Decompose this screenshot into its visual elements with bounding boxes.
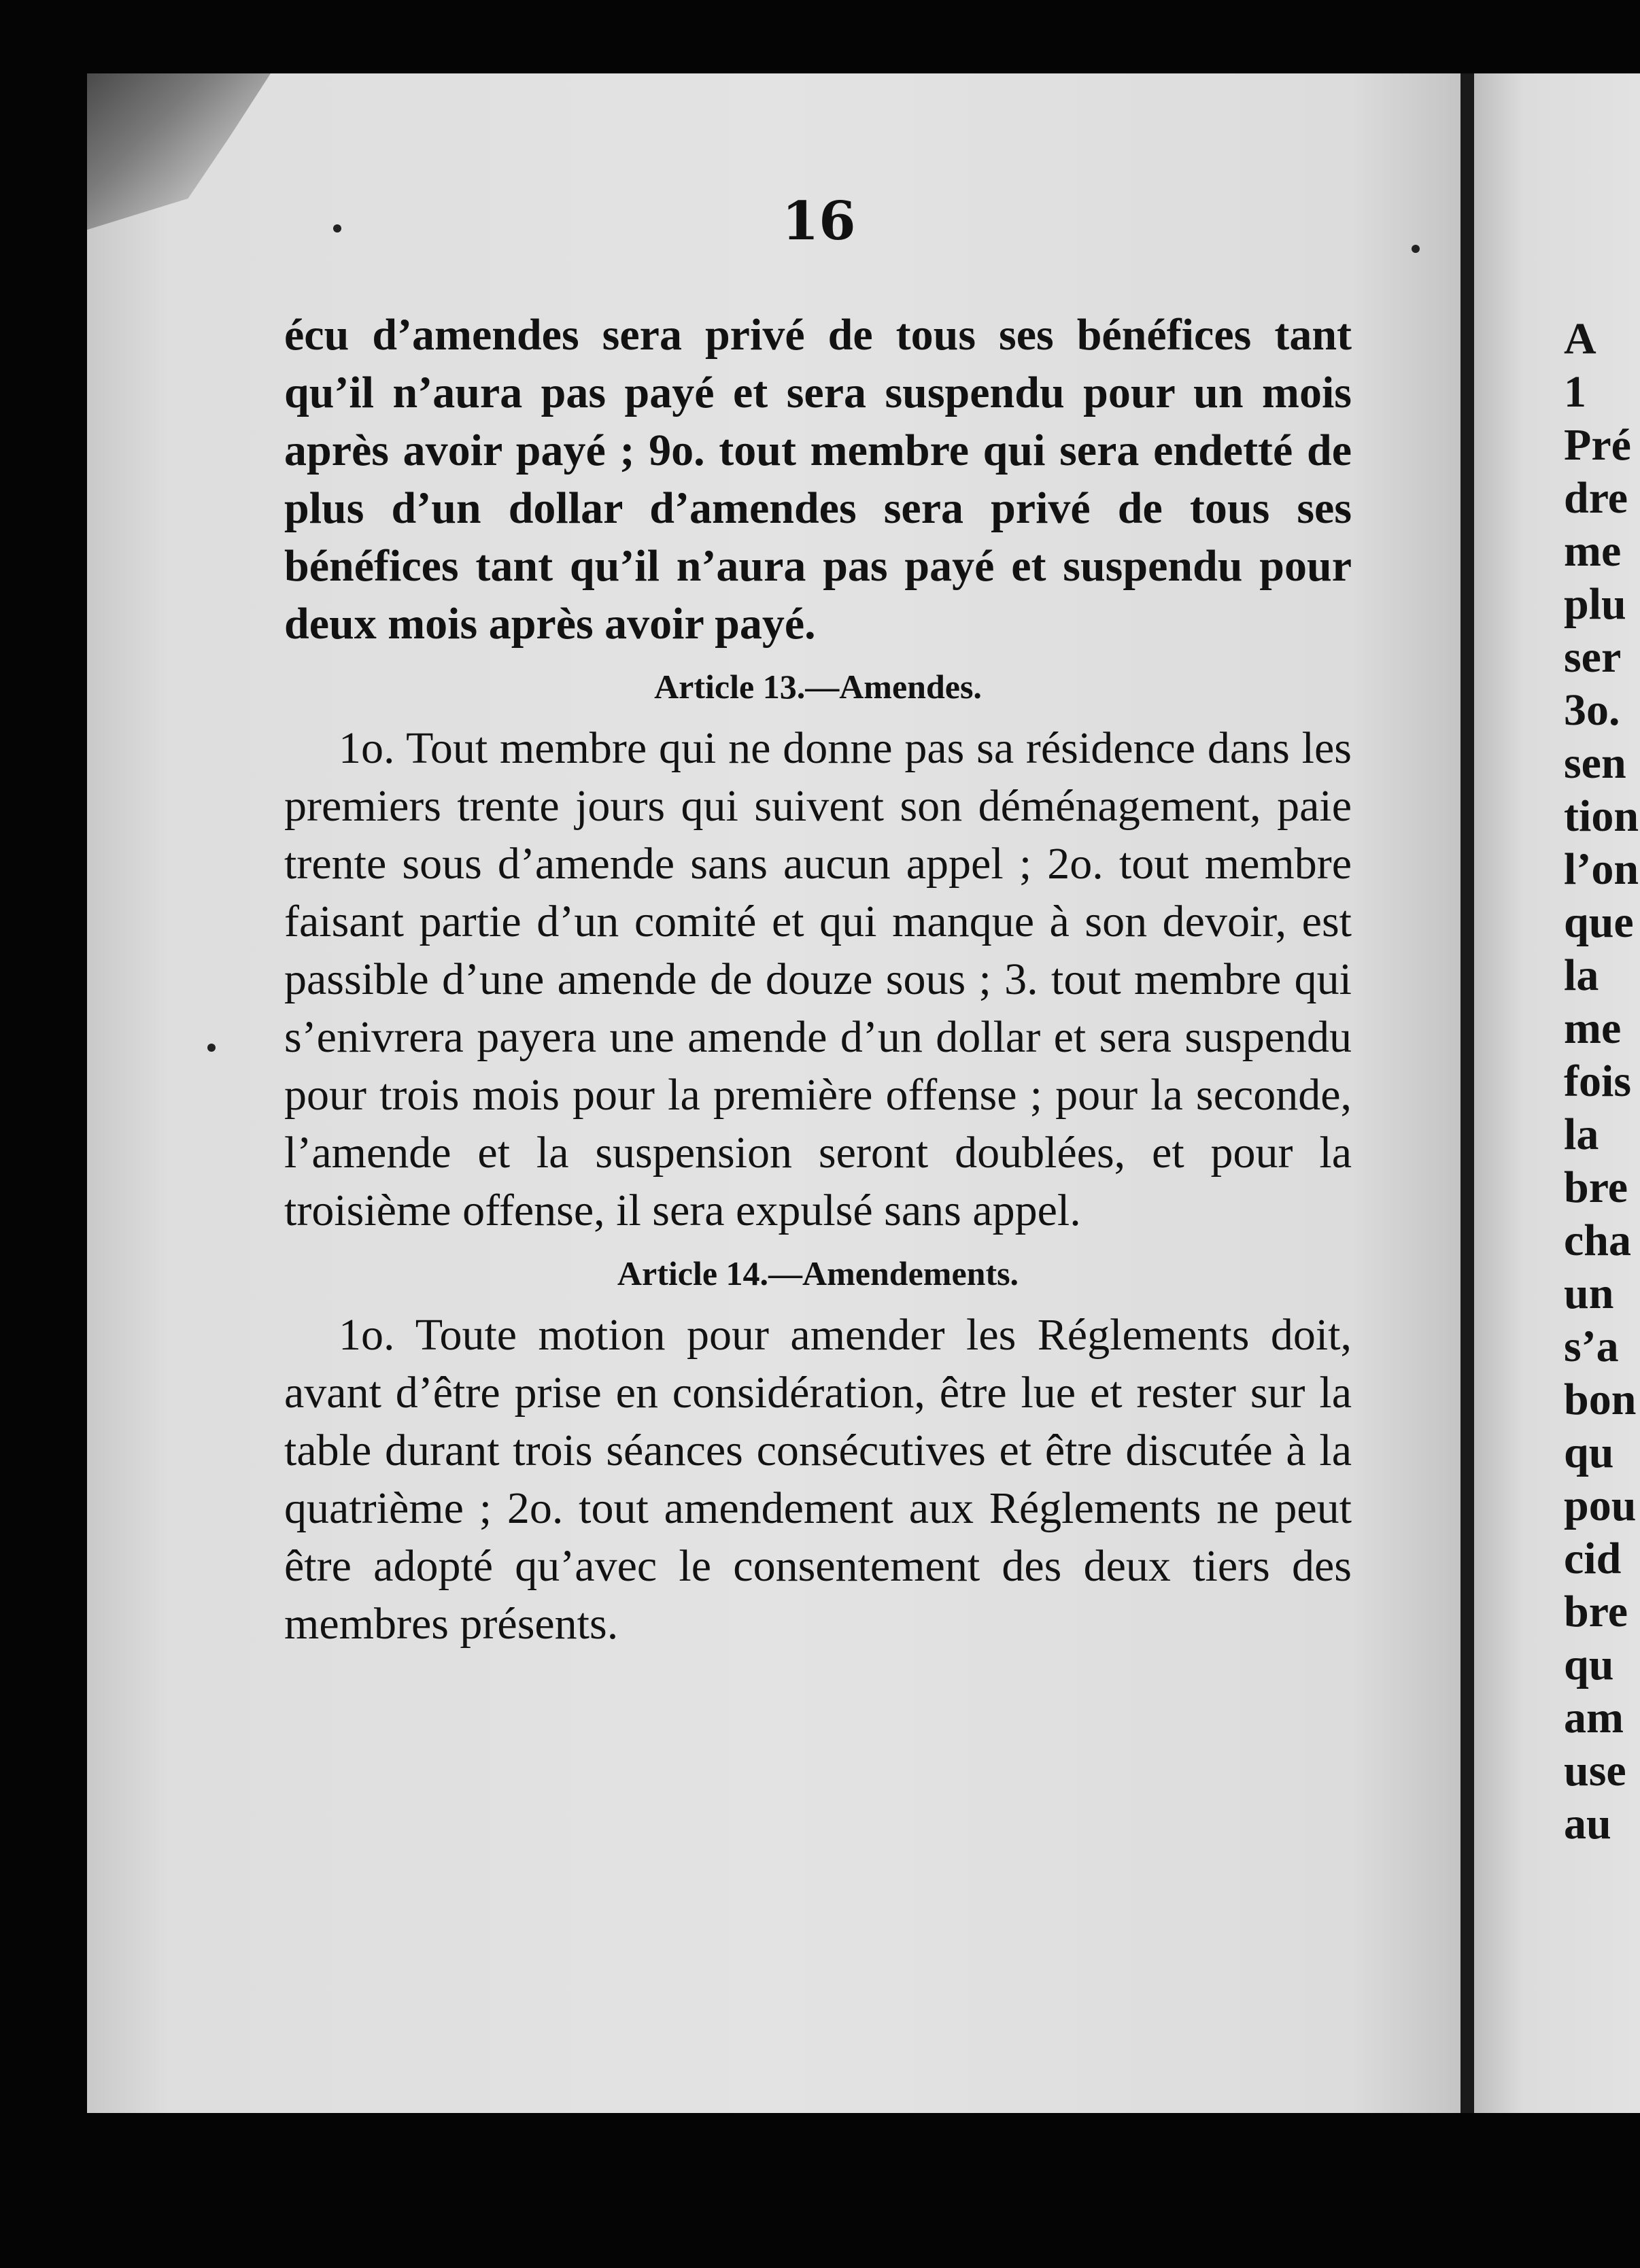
right-page-fragment: qu	[1564, 1428, 1614, 1477]
right-page-fragment: un	[1564, 1269, 1614, 1318]
right-page-text-fragments	[1564, 313, 1639, 1851]
right-page-fragment: plu	[1564, 579, 1626, 629]
page-number: 16	[782, 190, 856, 252]
right-page-fragment: pou	[1564, 1481, 1637, 1530]
right-page-fragment: cha	[1564, 1216, 1631, 1265]
right-page-fragment: s’a	[1564, 1322, 1619, 1371]
right-page-fragment: qu	[1564, 1640, 1614, 1689]
scan-speck	[333, 224, 341, 233]
article-14-heading: Article 14.—Amendements.	[617, 1254, 1019, 1292]
page-text-block	[284, 306, 1352, 1653]
right-page-fragment: 3o.	[1564, 685, 1620, 735]
right-page-fragment: Pré	[1564, 420, 1631, 470]
right-page-fragment: fois	[1564, 1056, 1631, 1106]
right-page-fragment: au	[1564, 1799, 1611, 1849]
right-page-fragment: ser	[1564, 632, 1622, 682]
right-page-fragment: me	[1564, 1003, 1622, 1053]
right-page-fragment: cid	[1564, 1534, 1622, 1583]
right-page-fragment: que	[1564, 897, 1634, 947]
right-page-fragment: bre	[1564, 1587, 1628, 1636]
right-page-fragment: A	[1564, 314, 1596, 364]
book-gutter	[1460, 73, 1474, 2113]
continuation-paragraph: écu d’amendes sera privé de tous ses bénéfices tant qu’il n’aura pas payé et sera suspendu pour un mois après avoir payé ; 9o. tout membre qui sera endetté de plus d’un dollar d’amendes sera privé de tous ses bénéfices tant qu’il n’aura pas payé et suspendu pour deux mois après avoir payé.	[284, 310, 1352, 649]
article-13-text: 1o. Tout membre qui ne donne pas sa résidence dans les premiers trente jours qui suivent son déménagement, paie trente sous d’amende sans aucun appel ; 2o. tout membre faisant partie d’un comité et qui manque à son devoir, est passible d’une amende de douze sous ; 3. tout membre qui s’enivrera payera une amende d’un dollar et sera suspendu pour trois mois pour la première offense ; pour la seconde, l’amende et la suspension seront doublées, et pour la troisième offense, il sera expulsé sans appel.	[284, 723, 1352, 1235]
right-page-fragment: la	[1564, 1110, 1599, 1159]
right-page-fragment: bre	[1564, 1163, 1628, 1212]
scan-speck	[1412, 245, 1420, 253]
right-page-fragment: dre	[1564, 473, 1628, 523]
article-14-text: 1o. Toute motion pour amender les Réglements doit, avant d’être prise en considération, être lue et rester sur la table durant trois séances consécutives et être discutée à la quatrième ; 2o. tout amendement aux Réglements ne peut être adopté qu’avec le consentement des deux tiers des membres présents.	[284, 1310, 1352, 1649]
right-page-fragment: me	[1564, 526, 1622, 576]
right-page-fragment: am	[1564, 1693, 1624, 1742]
right-page-fragment: use	[1564, 1746, 1626, 1796]
right-page-fragment: 1	[1564, 367, 1586, 417]
scan-speck	[207, 1044, 216, 1052]
right-page-fragment: tion	[1564, 791, 1639, 841]
right-page-fragment: sen	[1564, 738, 1626, 788]
right-page-fragment: la	[1564, 950, 1599, 1000]
right-page-fragment: bon	[1564, 1375, 1637, 1424]
article-13-heading: Article 13.—Amendes.	[654, 668, 982, 706]
right-page-fragment: l’on	[1564, 844, 1639, 894]
